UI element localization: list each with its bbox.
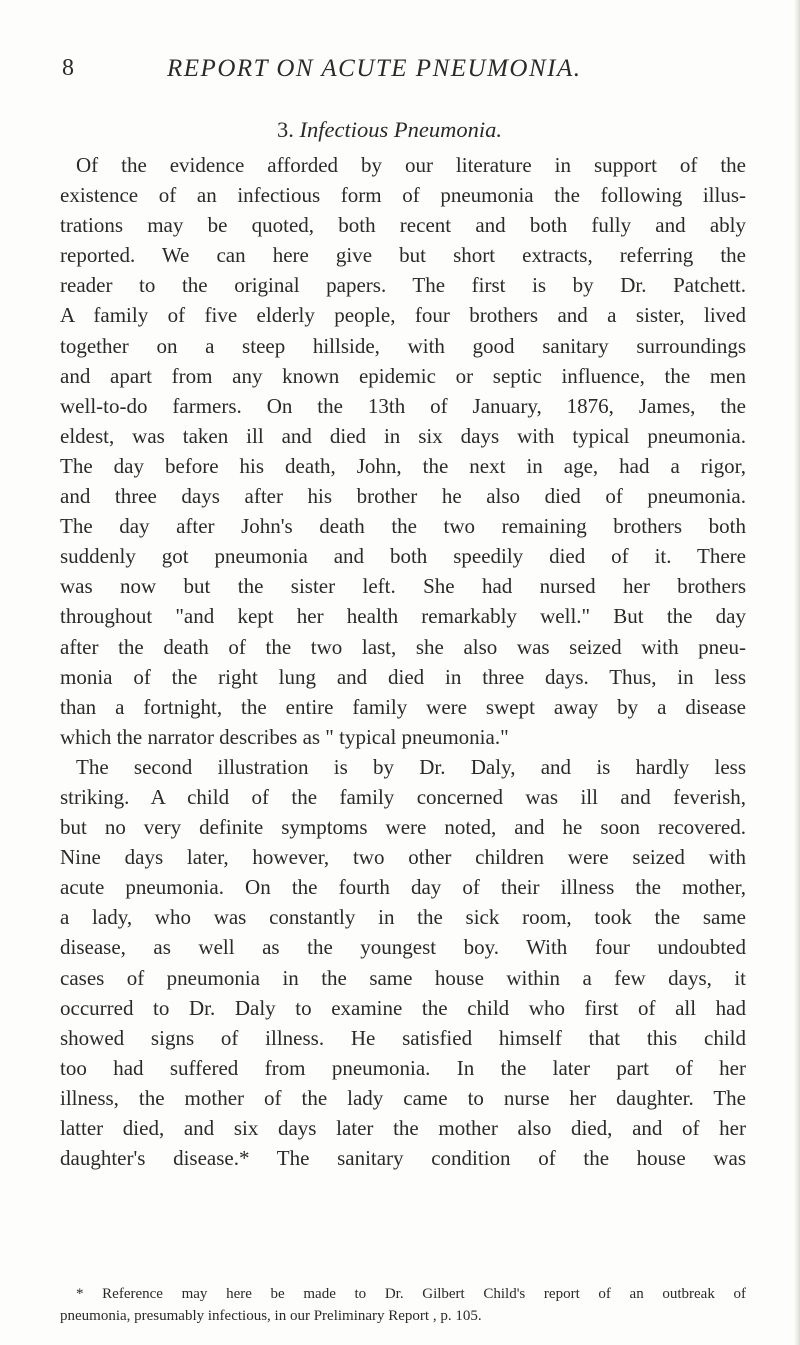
body-line: after the death of the two last, she also was seized with pneu-	[60, 634, 746, 659]
body-line: acute pneumonia. On the fourth day of their illness the mother,	[60, 875, 746, 900]
body-line: than a fortnight, the entire family were swept away by a disease	[60, 694, 746, 719]
body-line: Nine days later, however, two other children were seized with	[60, 845, 746, 870]
footnote	[60, 1283, 746, 1327]
body-line: and apart from any known epidemic or septic influence, the men	[60, 363, 746, 388]
body-line: well-to-do farmers. On the 13th of January, 1876, James, the	[60, 393, 746, 418]
body-line: but no very definite symptoms were noted, and he soon recovered.	[60, 815, 746, 840]
footnote-line: pneumonia, presumably infectious, in our Preliminary Report , p. 105.	[60, 1308, 482, 1324]
body-line: occurred to Dr. Daly to examine the child who first of all had	[60, 995, 746, 1020]
page-edge-shadow	[794, 0, 800, 1345]
body-line: was now but the sister left. She had nursed her brothers	[60, 574, 746, 599]
footnote-line: * Reference may here be made to Dr. Gilbert Child's report of an outbreak of	[76, 1286, 746, 1302]
body-line: reader to the original papers. The first is by Dr. Patchett.	[60, 273, 746, 298]
body-line: The second illustration is by Dr. Daly, and is hardly less	[76, 754, 746, 779]
body-line: A family of five elderly people, four brothers and a sister, lived	[60, 303, 746, 328]
body-line: reported. We can here give but short extracts, referring the	[60, 243, 746, 268]
section-number: 3.	[277, 117, 294, 142]
body-line: trations may be quoted, both recent and both fully and ably	[60, 213, 746, 238]
body-line: monia of the right lung and died in three days. Thus, in less	[60, 664, 746, 689]
body-line: Of the evidence afforded by our literature in support of the	[76, 153, 746, 177]
body-line: throughout "and kept her health remarkably well." But the day	[60, 604, 746, 629]
body-line: existence of an infectious form of pneumonia the following illus-	[60, 183, 746, 208]
section-heading	[277, 117, 502, 143]
body-line: eldest, was taken ill and died in six days with typical pneumonia.	[60, 423, 746, 448]
body-line: latter died, and six days later the mother also died, and of her	[60, 1116, 746, 1140]
body-line: cases of pneumonia in the same house within a few days, it	[60, 965, 746, 990]
body-line: too had suffered from pneumonia. In the later part of her	[60, 1055, 746, 1080]
running-head	[56, 55, 746, 91]
body-line: striking. A child of the family concerned was ill and feverish,	[60, 784, 746, 809]
running-head-title: REPORT ON ACUTE PNEUMONIA.	[167, 55, 582, 82]
body-line: The day after John's death the two remaining brothers both	[60, 514, 746, 539]
body-line: disease, as well as the youngest boy. With four undoubted	[60, 935, 746, 960]
body-line: The day before his death, John, the next in age, had a rigor,	[60, 453, 746, 478]
body-line: showed signs of illness. He satisfied himself that this child	[60, 1025, 746, 1050]
body-line: illness, the mother of the lady came to nurse her daughter. The	[60, 1085, 746, 1110]
body-line: which the narrator describes as " typical pneumonia."	[60, 724, 509, 749]
body-line: daughter's disease.* The sanitary condition of the house was	[60, 1146, 746, 1171]
page-number: 8	[62, 55, 76, 81]
body-line: suddenly got pneumonia and both speedily died of it. There	[60, 544, 746, 569]
body-line: together on a steep hillside, with good sanitary surroundings	[60, 333, 746, 358]
section-title: Infectious Pneumonia.	[299, 117, 502, 142]
body-line: and three days after his brother he also died of pneumonia.	[60, 484, 746, 509]
body-text	[60, 150, 746, 1173]
body-line: a lady, who was constantly in the sick room, took the same	[60, 905, 746, 930]
